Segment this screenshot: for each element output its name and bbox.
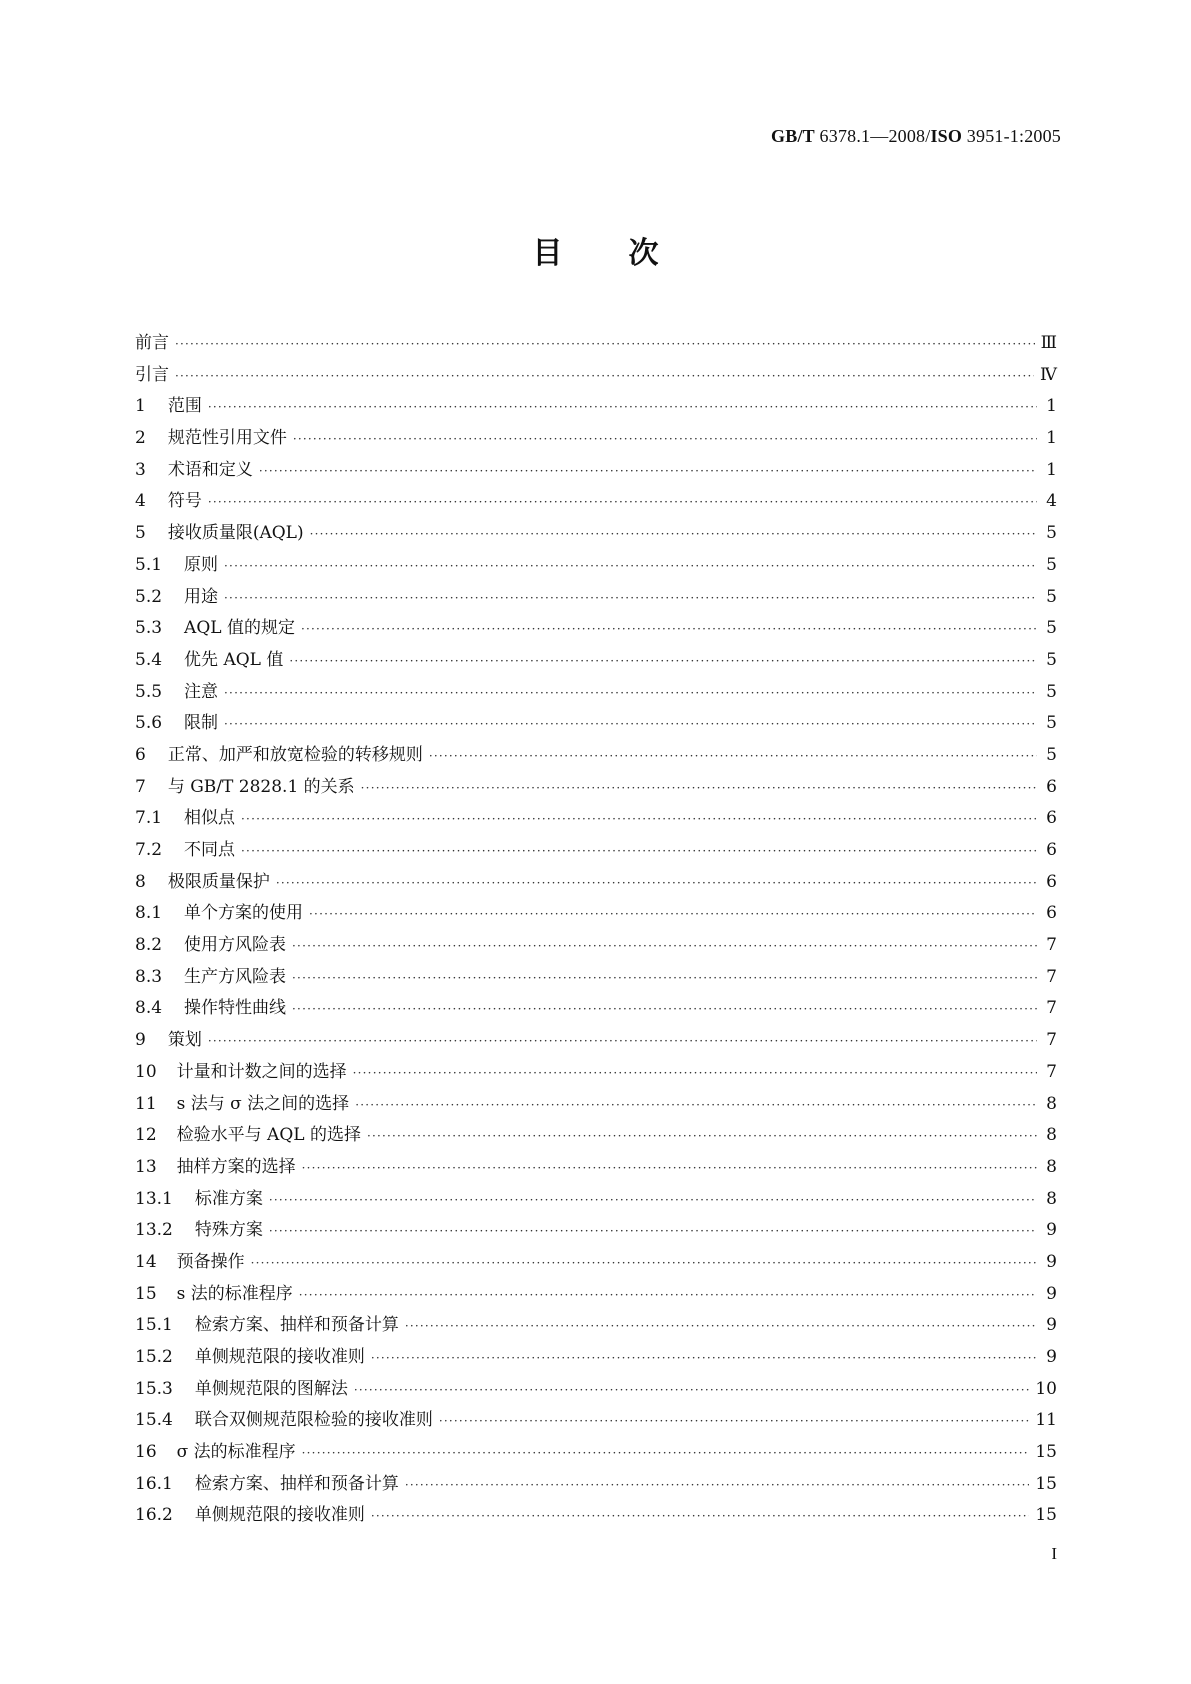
toc-entry[interactable] bbox=[135, 618, 1057, 650]
toc-entry-title: 注意 bbox=[184, 681, 219, 702]
toc-entry[interactable] bbox=[135, 523, 1057, 555]
toc-leader-dots bbox=[224, 588, 1037, 608]
toc-entry-number: 15.1 bbox=[135, 1315, 173, 1336]
toc-entry-number: 10 bbox=[135, 1061, 157, 1082]
toc-entry[interactable] bbox=[135, 1315, 1057, 1347]
toc-entry-page: 9 bbox=[1046, 1347, 1057, 1367]
toc-entry-title: 检验水平与 AQL 的选择 bbox=[176, 1125, 361, 1146]
toc-leader-dots bbox=[302, 1443, 1030, 1463]
toc-entry[interactable] bbox=[135, 460, 1057, 492]
table-of-contents bbox=[135, 333, 1057, 1537]
toc-entry-page: 5 bbox=[1046, 586, 1057, 607]
toc-entry-number: 7.2 bbox=[135, 840, 163, 860]
toc-entry-number: 5.4 bbox=[135, 649, 163, 670]
toc-entry-page: 7 bbox=[1046, 1030, 1057, 1051]
toc-entry-number: 5.1 bbox=[135, 554, 163, 575]
toc-entry-page: 6 bbox=[1046, 808, 1057, 829]
toc-leader-dots bbox=[405, 1475, 1030, 1495]
toc-entry-page: 8 bbox=[1046, 1156, 1057, 1177]
toc-entry[interactable] bbox=[135, 745, 1057, 777]
toc-entry[interactable] bbox=[135, 1379, 1057, 1411]
toc-entry[interactable] bbox=[135, 1442, 1057, 1474]
toc-entry[interactable] bbox=[135, 1284, 1057, 1316]
toc-entry-title: 使用方风险表 bbox=[184, 935, 287, 956]
toc-entry-title: 极限质量保护 bbox=[167, 871, 270, 892]
toc-entry-number: 11 bbox=[135, 1093, 157, 1114]
toc-entry-page: 4 bbox=[1046, 491, 1057, 512]
toc-leader-dots bbox=[361, 778, 1037, 798]
toc-entry-page: 5 bbox=[1046, 681, 1057, 702]
page-title: 目次 bbox=[532, 236, 725, 271]
toc-leader-dots bbox=[309, 904, 1037, 924]
toc-entry[interactable] bbox=[135, 967, 1057, 999]
toc-entry-number: 8.3 bbox=[135, 966, 163, 987]
standard-code-number: 6378.1—2008/ bbox=[814, 126, 931, 146]
toc-entry-title: 策划 bbox=[167, 1030, 202, 1051]
toc-entry-page: 9 bbox=[1046, 1283, 1057, 1304]
page-number: I bbox=[1051, 1544, 1057, 1563]
toc-entry[interactable] bbox=[135, 428, 1057, 460]
toc-entry-number: 8.2 bbox=[135, 935, 163, 956]
toc-entry-page: 10 bbox=[1035, 1378, 1057, 1399]
toc-entry-page: 15 bbox=[1035, 1442, 1057, 1463]
toc-leader-dots bbox=[251, 1253, 1037, 1273]
toc-entry[interactable] bbox=[135, 1157, 1057, 1189]
toc-entry-number: 5.3 bbox=[135, 618, 163, 639]
toc-entry[interactable] bbox=[135, 808, 1057, 840]
toc-leader-dots bbox=[354, 1380, 1030, 1400]
toc-entry-title: 术语和定义 bbox=[167, 459, 253, 480]
toc-entry-page: 9 bbox=[1046, 1220, 1057, 1241]
toc-entry[interactable] bbox=[135, 935, 1057, 967]
toc-entry-number: 13.1 bbox=[135, 1188, 173, 1209]
toc-entry-title: 不同点 bbox=[184, 840, 236, 860]
toc-entry-title: s 法与 σ 法之间的选择 bbox=[176, 1093, 350, 1114]
toc-leader-dots bbox=[259, 461, 1037, 481]
toc-entry-title: 规范性引用文件 bbox=[167, 428, 287, 449]
toc-entry[interactable] bbox=[135, 587, 1057, 619]
toc-entry[interactable] bbox=[135, 777, 1057, 809]
toc-entry-page: 8 bbox=[1046, 1188, 1057, 1209]
toc-leader-dots bbox=[241, 809, 1037, 829]
toc-entry-page: 6 bbox=[1046, 871, 1057, 892]
toc-entry-page: 8 bbox=[1046, 1093, 1057, 1114]
toc-entry-number: 15.3 bbox=[135, 1378, 173, 1399]
toc-entry-number: 3 bbox=[135, 459, 146, 480]
toc-entry-number: 16.2 bbox=[135, 1505, 173, 1526]
toc-entry[interactable] bbox=[135, 713, 1057, 745]
toc-leader-dots bbox=[289, 651, 1037, 671]
toc-entry[interactable] bbox=[135, 1410, 1057, 1442]
toc-entry-number: 7.1 bbox=[135, 808, 163, 829]
standard-code-gbt: GB/T bbox=[771, 126, 815, 146]
toc-entry[interactable] bbox=[135, 903, 1057, 935]
toc-entry-page: 9 bbox=[1046, 1251, 1057, 1272]
toc-entry-title: 范围 bbox=[167, 396, 202, 417]
toc-leader-dots bbox=[301, 619, 1037, 639]
standard-code-iso-number: 3951-1:2005 bbox=[962, 126, 1061, 146]
toc-entry-title: σ 法的标准程序 bbox=[176, 1442, 296, 1463]
toc-entry-page: 9 bbox=[1046, 1315, 1057, 1336]
toc-entry-page: 5 bbox=[1046, 649, 1057, 670]
toc-entry-page: 6 bbox=[1046, 840, 1057, 860]
toc-leader-dots bbox=[292, 936, 1037, 956]
toc-entry-number: 12 bbox=[135, 1125, 157, 1146]
toc-entry-page: 15 bbox=[1035, 1473, 1057, 1494]
toc-entry[interactable] bbox=[135, 840, 1057, 872]
toc-entry[interactable] bbox=[135, 1252, 1057, 1284]
toc-entry-number: 15.4 bbox=[135, 1410, 173, 1431]
toc-entry-title: 与 GB/T 2828.1 的关系 bbox=[167, 776, 355, 797]
toc-entry-number: 4 bbox=[135, 491, 146, 512]
toc-entry-title: 相似点 bbox=[184, 808, 236, 829]
toc-entry-page: 11 bbox=[1035, 1410, 1057, 1431]
toc-leader-dots bbox=[224, 556, 1037, 576]
toc-entry-title: 联合双侧规范限检验的接收准则 bbox=[194, 1410, 433, 1431]
toc-entry-title: 单侧规范限的图解法 bbox=[194, 1378, 348, 1399]
toc-entry-number: 13.2 bbox=[135, 1220, 173, 1241]
toc-entry-title: 检索方案、抽样和预备计算 bbox=[194, 1473, 399, 1494]
toc-entry-title: 原则 bbox=[184, 554, 219, 575]
toc-entry-page: 7 bbox=[1046, 1061, 1057, 1082]
toc-entry-title: 限制 bbox=[184, 713, 219, 734]
standard-code-iso: ISO bbox=[930, 126, 963, 146]
toc-leader-dots bbox=[439, 1411, 1030, 1431]
toc-entry-title: 单侧规范限的接收准则 bbox=[194, 1505, 365, 1526]
toc-entry[interactable] bbox=[135, 1062, 1057, 1094]
toc-entry-title: s 法的标准程序 bbox=[176, 1283, 293, 1304]
standard-code bbox=[771, 126, 1061, 147]
toc-leader-dots bbox=[355, 1095, 1037, 1115]
toc-leader-dots bbox=[371, 1506, 1030, 1526]
toc-entry-page: 5 bbox=[1046, 554, 1057, 575]
toc-entry[interactable] bbox=[135, 998, 1057, 1030]
toc-entry-page: 7 bbox=[1046, 935, 1057, 956]
toc-entry-number: 15 bbox=[135, 1283, 157, 1304]
toc-entry-number: 8.4 bbox=[135, 998, 163, 1019]
toc-entry-page: 8 bbox=[1046, 1125, 1057, 1146]
toc-entry[interactable] bbox=[135, 555, 1057, 587]
toc-entry-number: 5.2 bbox=[135, 586, 163, 607]
toc-entry-title: 计量和计数之间的选择 bbox=[176, 1061, 347, 1082]
toc-entry-number: 8.1 bbox=[135, 903, 163, 924]
toc-entry-page: 5 bbox=[1046, 618, 1057, 639]
toc-leader-dots bbox=[208, 492, 1037, 512]
toc-leader-dots bbox=[292, 999, 1037, 1019]
toc-entry-number: 2 bbox=[135, 428, 146, 449]
toc-entry-page: 5 bbox=[1046, 744, 1057, 765]
toc-entry-number: 9 bbox=[135, 1030, 146, 1051]
toc-entry-number: 16.1 bbox=[135, 1473, 173, 1494]
toc-entry[interactable] bbox=[135, 1094, 1057, 1126]
toc-entry-number: 15.2 bbox=[135, 1347, 173, 1367]
toc-entry-title: AQL 值的规定 bbox=[184, 618, 295, 639]
toc-entry[interactable] bbox=[135, 1030, 1057, 1062]
toc-leader-dots bbox=[269, 1221, 1037, 1241]
toc-entry-page: 7 bbox=[1046, 998, 1057, 1019]
toc-entry-title: 标准方案 bbox=[194, 1188, 263, 1209]
toc-leader-dots bbox=[276, 873, 1037, 893]
toc-entry-title: 单个方案的使用 bbox=[184, 903, 304, 924]
toc-entry-page: 1 bbox=[1046, 459, 1057, 480]
toc-entry-title: 接收质量限(AQL) bbox=[167, 523, 304, 544]
toc-leader-dots bbox=[310, 524, 1037, 544]
toc-entry-title: 操作特性曲线 bbox=[184, 998, 287, 1019]
toc-entry[interactable] bbox=[135, 1125, 1057, 1157]
toc-leader-dots bbox=[224, 683, 1037, 703]
toc-entry[interactable] bbox=[135, 1189, 1057, 1221]
toc-entry-title: 前言 bbox=[135, 333, 169, 353]
toc-leader-dots bbox=[175, 334, 1035, 354]
toc-leader-dots bbox=[208, 397, 1037, 417]
toc-leader-dots bbox=[371, 1348, 1037, 1368]
toc-leader-dots bbox=[292, 968, 1037, 988]
toc-leader-dots bbox=[224, 714, 1037, 734]
toc-entry-title: 优先 AQL 值 bbox=[184, 649, 284, 670]
toc-entry-number: 6 bbox=[135, 744, 146, 765]
toc-leader-dots bbox=[429, 746, 1037, 766]
toc-entry-title: 符号 bbox=[167, 491, 202, 512]
toc-leader-dots bbox=[241, 841, 1037, 861]
toc-entry-number: 16 bbox=[135, 1442, 157, 1463]
toc-leader-dots bbox=[405, 1316, 1037, 1336]
toc-entry-title: 预备操作 bbox=[176, 1251, 245, 1272]
toc-leader-dots bbox=[293, 429, 1037, 449]
toc-entry[interactable] bbox=[135, 333, 1057, 365]
toc-leader-dots bbox=[302, 1158, 1037, 1178]
toc-leader-dots bbox=[299, 1285, 1037, 1305]
toc-entry-page: 6 bbox=[1046, 776, 1057, 797]
toc-leader-dots bbox=[353, 1063, 1037, 1083]
toc-entry[interactable] bbox=[135, 872, 1057, 904]
toc-entry-number: 7 bbox=[135, 776, 146, 797]
toc-entry-title: 正常、加严和放宽检验的转移规则 bbox=[167, 744, 423, 765]
toc-entry-title: 检索方案、抽样和预备计算 bbox=[194, 1315, 399, 1336]
toc-entry-title: 特殊方案 bbox=[194, 1220, 263, 1241]
toc-entry-title: 生产方风险表 bbox=[184, 966, 287, 987]
toc-entry[interactable] bbox=[135, 365, 1057, 397]
toc-leader-dots bbox=[367, 1126, 1037, 1146]
toc-entry-page: 7 bbox=[1046, 966, 1057, 987]
toc-entry-title: 用途 bbox=[184, 586, 219, 607]
toc-entry-number: 14 bbox=[135, 1251, 157, 1272]
toc-entry-page: Ⅳ bbox=[1040, 364, 1057, 385]
toc-entry[interactable] bbox=[135, 650, 1057, 682]
toc-entry-number: 13 bbox=[135, 1156, 157, 1177]
toc-entry[interactable] bbox=[135, 1505, 1057, 1537]
toc-entry[interactable] bbox=[135, 1220, 1057, 1252]
toc-entry-title: 单侧规范限的接收准则 bbox=[194, 1347, 365, 1367]
toc-entry-page: 6 bbox=[1046, 903, 1057, 924]
toc-entry-page: 1 bbox=[1046, 396, 1057, 417]
toc-entry[interactable] bbox=[135, 682, 1057, 714]
toc-entry-number: 8 bbox=[135, 871, 146, 892]
toc-entry[interactable] bbox=[135, 1347, 1057, 1379]
toc-leader-dots bbox=[269, 1190, 1037, 1210]
toc-entry[interactable] bbox=[135, 396, 1057, 428]
toc-leader-dots bbox=[175, 366, 1034, 386]
toc-entry-page: 5 bbox=[1046, 523, 1057, 544]
toc-entry-page: 1 bbox=[1046, 428, 1057, 449]
toc-entry-page: 5 bbox=[1046, 713, 1057, 734]
toc-entry-number: 1 bbox=[135, 396, 146, 417]
toc-entry[interactable] bbox=[135, 491, 1057, 523]
toc-leader-dots bbox=[208, 1031, 1037, 1051]
toc-entry-number: 5 bbox=[135, 523, 146, 544]
toc-entry-page: Ⅲ bbox=[1040, 333, 1057, 353]
toc-entry-title: 引言 bbox=[135, 364, 169, 385]
toc-entry[interactable] bbox=[135, 1474, 1057, 1506]
toc-entry-title: 抽样方案的选择 bbox=[176, 1156, 296, 1177]
toc-entry-number: 5.5 bbox=[135, 681, 163, 702]
toc-entry-page: 15 bbox=[1035, 1505, 1057, 1526]
toc-entry-number: 5.6 bbox=[135, 713, 163, 734]
